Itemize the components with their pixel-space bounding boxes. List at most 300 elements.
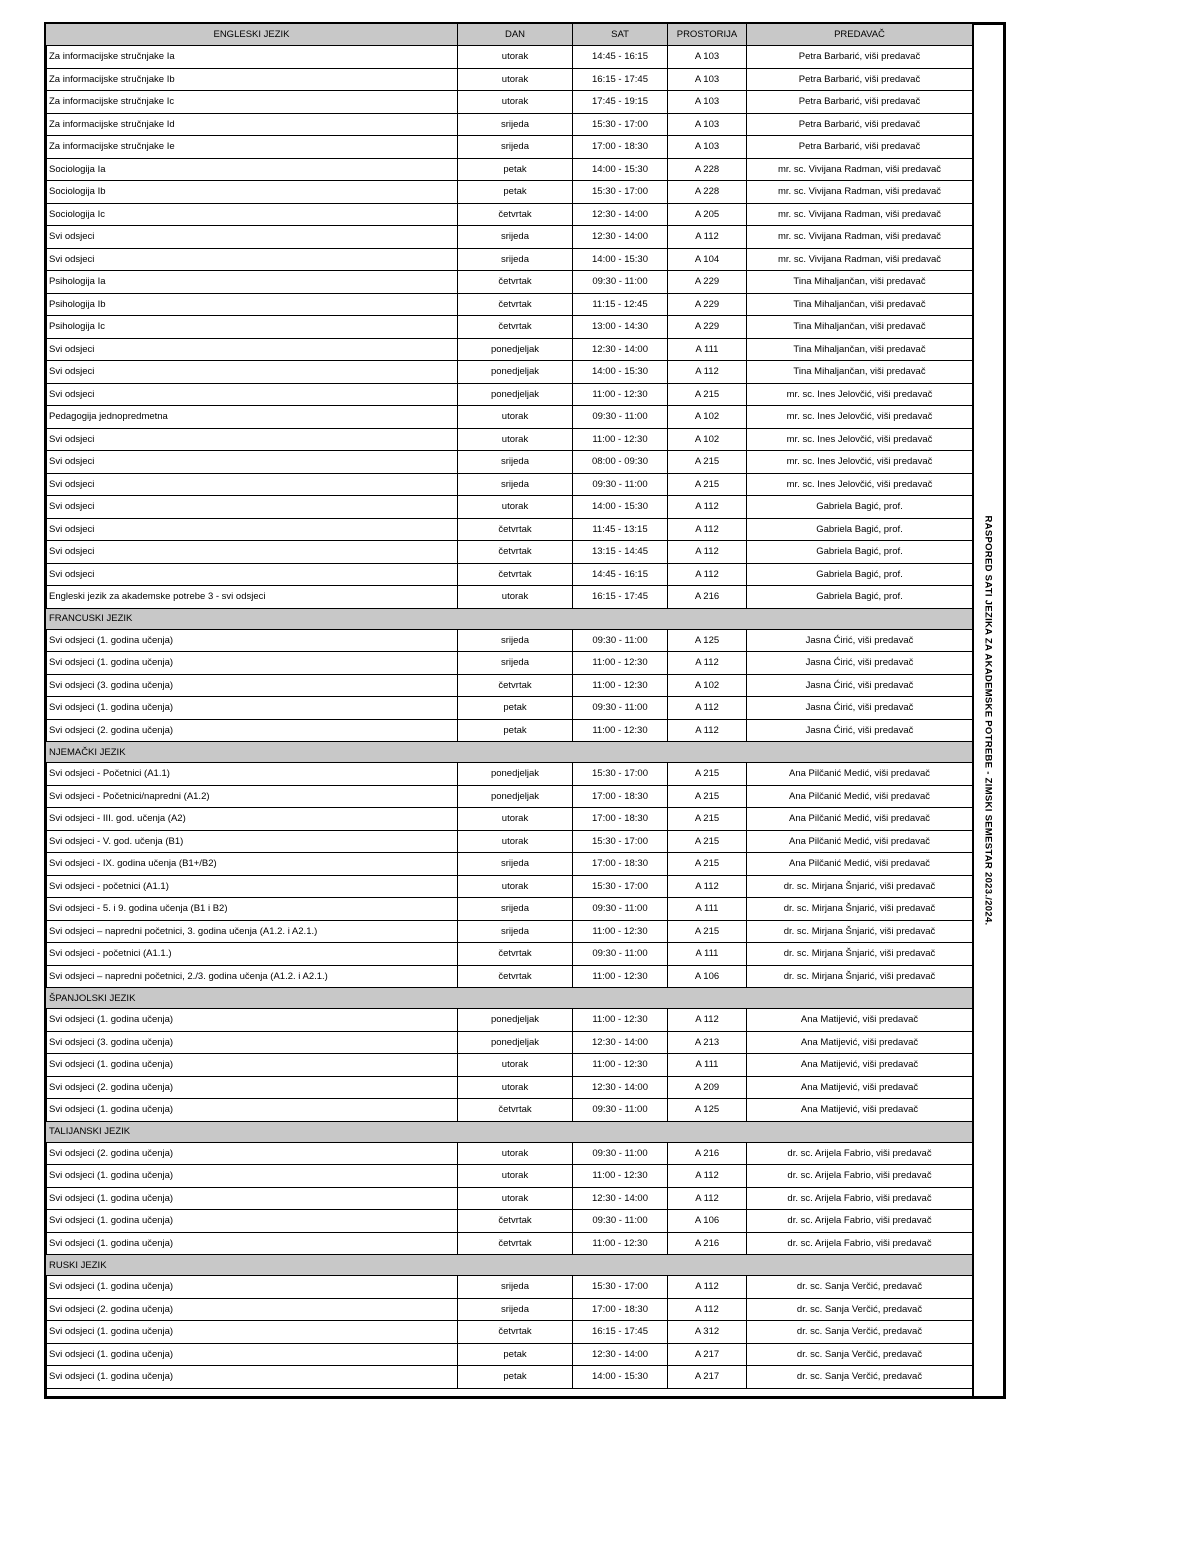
cell-day: srijeda	[458, 853, 573, 876]
cell-teacher: Jasna Ćirić, viši predavač	[747, 674, 973, 697]
cell-teacher: mr. sc. Ines Jelovčić, viši predavač	[747, 406, 973, 429]
cell-teacher: Ana Matijević, viši predavač	[747, 1076, 973, 1099]
cell-time: 11:00 - 12:30	[573, 1165, 668, 1188]
cell-time: 11:00 - 12:30	[573, 674, 668, 697]
cell-time: 11:00 - 12:30	[573, 383, 668, 406]
cell-course: Svi odsjeci	[46, 338, 458, 361]
cell-room: A 112	[668, 1187, 747, 1210]
table-row	[46, 853, 973, 876]
table-row	[46, 1232, 973, 1255]
cell-time: 11:00 - 12:30	[573, 428, 668, 451]
cell-teacher: dr. sc. Sanja Verčić, predavač	[747, 1366, 973, 1389]
cell-teacher: dr. sc. Arijela Fabrio, viši predavač	[747, 1165, 973, 1188]
cell-teacher: dr. sc. Arijela Fabrio, viši predavač	[747, 1232, 973, 1255]
cell-time: 12:30 - 14:00	[573, 1076, 668, 1099]
cell-room: A 215	[668, 383, 747, 406]
cell-day: ponedjeljak	[458, 785, 573, 808]
cell-time: 14:00 - 15:30	[573, 158, 668, 181]
cell-day: utorak	[458, 1054, 573, 1077]
cell-time: 14:00 - 15:30	[573, 248, 668, 271]
cell-room: A 112	[668, 1165, 747, 1188]
table-row	[46, 1076, 973, 1099]
cell-room: A 215	[668, 473, 747, 496]
table-row	[46, 226, 973, 249]
cell-day: srijeda	[458, 473, 573, 496]
cell-time: 09:30 - 11:00	[573, 629, 668, 652]
cell-course: Svi odsjeci (3. godina učenja)	[46, 674, 458, 697]
cell-course: Svi odsjeci (2. godina učenja)	[46, 1142, 458, 1165]
cell-time: 15:30 - 17:00	[573, 875, 668, 898]
table-row	[46, 1298, 973, 1321]
cell-day: srijeda	[458, 898, 573, 921]
cell-course: Sociologija Ic	[46, 203, 458, 226]
cell-teacher: dr. sc. Sanja Verčić, predavač	[747, 1276, 973, 1299]
cell-teacher: Ana Matijević, viši predavač	[747, 1054, 973, 1077]
cell-room: A 112	[668, 541, 747, 564]
cell-time: 13:00 - 14:30	[573, 316, 668, 339]
cell-room: A 112	[668, 1298, 747, 1321]
cell-course: Svi odsjeci (1. godina učenja)	[46, 1210, 458, 1233]
cell-day: srijeda	[458, 248, 573, 271]
cell-time: 17:45 - 19:15	[573, 91, 668, 114]
cell-teacher: Ana Matijević, viši predavač	[747, 1099, 973, 1122]
cell-course: Svi odsjeci	[46, 383, 458, 406]
cell-time: 16:15 - 17:45	[573, 68, 668, 91]
table-row	[46, 383, 973, 406]
table-row	[46, 496, 973, 519]
cell-time: 12:30 - 14:00	[573, 1343, 668, 1366]
cell-course: Svi odsjeci - Početnici (A1.1)	[46, 763, 458, 786]
cell-room: A 103	[668, 113, 747, 136]
table-row	[46, 1165, 973, 1188]
cell-room: A 215	[668, 785, 747, 808]
cell-course: Svi odsjeci	[46, 428, 458, 451]
cell-room: A 229	[668, 316, 747, 339]
cell-teacher: Gabriela Bagić, prof.	[747, 586, 973, 609]
cell-day: utorak	[458, 46, 573, 69]
cell-day: utorak	[458, 428, 573, 451]
cell-course: Svi odsjeci (1. godina učenja)	[46, 1165, 458, 1188]
cell-teacher: Petra Barbarić, viši predavač	[747, 91, 973, 114]
cell-room: A 103	[668, 46, 747, 69]
cell-day: ponedjeljak	[458, 338, 573, 361]
cell-teacher: Ana Pilčanić Medić, viši predavač	[747, 808, 973, 831]
cell-teacher: Gabriela Bagić, prof.	[747, 541, 973, 564]
cell-room: A 112	[668, 652, 747, 675]
cell-room: A 209	[668, 1076, 747, 1099]
cell-time: 13:15 - 14:45	[573, 541, 668, 564]
cell-course: Svi odsjeci - početnici (A1.1)	[46, 875, 458, 898]
cell-day: petak	[458, 697, 573, 720]
cell-day: utorak	[458, 1165, 573, 1188]
cell-time: 09:30 - 11:00	[573, 1099, 668, 1122]
cell-day: utorak	[458, 496, 573, 519]
cell-course: Za informacijske stručnjake Ib	[46, 68, 458, 91]
cell-time: 17:00 - 18:30	[573, 785, 668, 808]
cell-day: četvrtak	[458, 1210, 573, 1233]
cell-room: A 112	[668, 563, 747, 586]
cell-teacher: Tina Mihaljančan, viši predavač	[747, 271, 973, 294]
cell-day: petak	[458, 719, 573, 742]
cell-teacher: dr. sc. Mirjana Šnjarić, viši predavač	[747, 965, 973, 988]
cell-time: 17:00 - 18:30	[573, 1298, 668, 1321]
cell-course: Svi odsjeci	[46, 451, 458, 474]
cell-day: ponedjeljak	[458, 383, 573, 406]
schedule-body	[46, 46, 973, 1389]
cell-room: A 112	[668, 1276, 747, 1299]
cell-time: 09:30 - 11:00	[573, 473, 668, 496]
cell-teacher: dr. sc. Arijela Fabrio, viši predavač	[747, 1187, 973, 1210]
table-row	[46, 338, 973, 361]
table-row	[46, 203, 973, 226]
cell-time: 09:30 - 11:00	[573, 1142, 668, 1165]
cell-time: 12:30 - 14:00	[573, 338, 668, 361]
section-header-row	[46, 1255, 973, 1276]
cell-day: četvrtak	[458, 316, 573, 339]
table-row	[46, 920, 973, 943]
cell-teacher: Gabriela Bagić, prof.	[747, 518, 973, 541]
table-row	[46, 428, 973, 451]
cell-time: 16:15 - 17:45	[573, 586, 668, 609]
cell-day: srijeda	[458, 920, 573, 943]
cell-room: A 112	[668, 1009, 747, 1032]
table-row	[46, 1054, 973, 1077]
table-row	[46, 293, 973, 316]
cell-room: A 111	[668, 943, 747, 966]
cell-time: 14:45 - 16:15	[573, 46, 668, 69]
table-row	[46, 1366, 973, 1389]
cell-teacher: dr. sc. Sanja Verčić, predavač	[747, 1343, 973, 1366]
cell-teacher: Ana Matijević, viši predavač	[747, 1031, 973, 1054]
table-row	[46, 136, 973, 159]
cell-day: petak	[458, 1343, 573, 1366]
cell-course: Svi odsjeci (3. godina učenja)	[46, 1031, 458, 1054]
table-row	[46, 181, 973, 204]
cell-course: Svi odsjeci	[46, 541, 458, 564]
cell-teacher: Ana Matijević, viši predavač	[747, 1009, 973, 1032]
cell-teacher: Petra Barbarić, viši predavač	[747, 136, 973, 159]
cell-day: ponedjeljak	[458, 763, 573, 786]
table-row	[46, 316, 973, 339]
cell-course: Svi odsjeci (1. godina učenja)	[46, 1276, 458, 1299]
table-row	[46, 518, 973, 541]
cell-day: četvrtak	[458, 541, 573, 564]
cell-time: 11:00 - 12:30	[573, 1232, 668, 1255]
cell-day: četvrtak	[458, 1321, 573, 1344]
section-title: TALIJANSKI JEZIK	[46, 1121, 973, 1142]
cell-room: A 228	[668, 158, 747, 181]
cell-course: Svi odsjeci (1. godina učenja)	[46, 1009, 458, 1032]
cell-teacher: dr. sc. Sanja Verčić, predavač	[747, 1321, 973, 1344]
cell-teacher: mr. sc. Ines Jelovčić, viši predavač	[747, 428, 973, 451]
table-row	[46, 674, 973, 697]
schedule-table	[45, 23, 973, 1389]
cell-day: četvrtak	[458, 943, 573, 966]
cell-room: A 103	[668, 91, 747, 114]
cell-room: A 106	[668, 1210, 747, 1233]
cell-room: A 217	[668, 1343, 747, 1366]
cell-day: četvrtak	[458, 1232, 573, 1255]
section-title: RUSKI JEZIK	[46, 1255, 973, 1276]
cell-time: 12:30 - 14:00	[573, 1031, 668, 1054]
cell-day: petak	[458, 181, 573, 204]
cell-teacher: mr. sc. Vivijana Radman, viši predavač	[747, 248, 973, 271]
table-row	[46, 1009, 973, 1032]
cell-time: 14:45 - 16:15	[573, 563, 668, 586]
table-row	[46, 271, 973, 294]
cell-course: Svi odsjeci (1. godina učenja)	[46, 652, 458, 675]
cell-room: A 228	[668, 181, 747, 204]
cell-course: Svi odsjeci	[46, 248, 458, 271]
cell-day: utorak	[458, 586, 573, 609]
cell-room: A 111	[668, 338, 747, 361]
cell-course: Svi odsjeci - Početnici/napredni (A1.2)	[46, 785, 458, 808]
cell-day: ponedjeljak	[458, 1031, 573, 1054]
cell-course: Sociologija Ia	[46, 158, 458, 181]
cell-time: 11:45 - 13:15	[573, 518, 668, 541]
cell-day: srijeda	[458, 652, 573, 675]
cell-day: petak	[458, 158, 573, 181]
table-row	[46, 563, 973, 586]
cell-teacher: Gabriela Bagić, prof.	[747, 563, 973, 586]
cell-day: četvrtak	[458, 518, 573, 541]
cell-course: Svi odsjeci	[46, 563, 458, 586]
table-row	[46, 68, 973, 91]
cell-teacher: dr. sc. Mirjana Šnjarić, viši predavač	[747, 920, 973, 943]
cell-day: četvrtak	[458, 203, 573, 226]
section-header-row	[46, 742, 973, 763]
cell-teacher: dr. sc. Mirjana Šnjarić, viši predavač	[747, 898, 973, 921]
cell-time: 14:00 - 15:30	[573, 361, 668, 384]
cell-course: Svi odsjeci (1. godina učenja)	[46, 1099, 458, 1122]
table-row	[46, 629, 973, 652]
cell-room: A 106	[668, 965, 747, 988]
side-title: RASPORED SATI JEZIKA ZA AKADEMSKE POTREBE - ZIMSKI SEMESTAR 2023./2024.	[982, 515, 994, 926]
cell-teacher: Jasna Ćirić, viši predavač	[747, 697, 973, 720]
cell-time: 14:00 - 15:30	[573, 496, 668, 519]
cell-course: Svi odsjeci - III. god. učenja (A2)	[46, 808, 458, 831]
table-row	[46, 898, 973, 921]
cell-time: 15:30 - 17:00	[573, 830, 668, 853]
cell-course: Svi odsjeci (1. godina učenja)	[46, 1366, 458, 1389]
cell-room: A 104	[668, 248, 747, 271]
cell-course: Svi odsjeci - IX. godina učenja (B1+/B2)	[46, 853, 458, 876]
cell-day: utorak	[458, 68, 573, 91]
table-row	[46, 473, 973, 496]
cell-teacher: Tina Mihaljančan, viši predavač	[747, 338, 973, 361]
cell-teacher: Gabriela Bagić, prof.	[747, 496, 973, 519]
cell-course: Svi odsjeci (2. godina učenja)	[46, 1298, 458, 1321]
cell-course: Svi odsjeci (2. godina učenja)	[46, 1076, 458, 1099]
cell-room: A 103	[668, 68, 747, 91]
cell-day: četvrtak	[458, 965, 573, 988]
cell-time: 17:00 - 18:30	[573, 136, 668, 159]
cell-course: Svi odsjeci (2. godina učenja)	[46, 719, 458, 742]
cell-teacher: mr. sc. Ines Jelovčić, viši predavač	[747, 451, 973, 474]
cell-room: A 102	[668, 406, 747, 429]
table-row	[46, 46, 973, 69]
table-row	[46, 1343, 973, 1366]
cell-course: Za informacijske stručnjake Ie	[46, 136, 458, 159]
table-row	[46, 541, 973, 564]
cell-room: A 312	[668, 1321, 747, 1344]
table-row	[46, 1142, 973, 1165]
cell-teacher: dr. sc. Mirjana Šnjarić, viši predavač	[747, 943, 973, 966]
cell-room: A 102	[668, 428, 747, 451]
cell-time: 15:30 - 17:00	[573, 763, 668, 786]
cell-room: A 216	[668, 586, 747, 609]
cell-day: utorak	[458, 91, 573, 114]
cell-teacher: dr. sc. Sanja Verčić, predavač	[747, 1298, 973, 1321]
cell-day: ponedjeljak	[458, 361, 573, 384]
cell-day: četvrtak	[458, 271, 573, 294]
header-teacher: PREDAVAČ	[747, 24, 973, 46]
cell-room: A 215	[668, 808, 747, 831]
section-title: ŠPANJOLSKI JEZIK	[46, 988, 973, 1009]
table-row	[46, 697, 973, 720]
cell-room: A 216	[668, 1142, 747, 1165]
cell-teacher: dr. sc. Arijela Fabrio, viši predavač	[747, 1142, 973, 1165]
cell-course: Svi odsjeci – napredni početnici, 3. godina učenja (A1.2. i A2.1.)	[46, 920, 458, 943]
cell-teacher: Petra Barbarić, viši predavač	[747, 68, 973, 91]
cell-day: četvrtak	[458, 563, 573, 586]
cell-room: A 111	[668, 898, 747, 921]
cell-room: A 229	[668, 271, 747, 294]
table-row	[46, 91, 973, 114]
cell-teacher: mr. sc. Ines Jelovčić, viši predavač	[747, 383, 973, 406]
cell-time: 15:30 - 17:00	[573, 1276, 668, 1299]
header-room: PROSTORIJA	[668, 24, 747, 46]
cell-time: 09:30 - 11:00	[573, 697, 668, 720]
cell-teacher: dr. sc. Mirjana Šnjarić, viši predavač	[747, 875, 973, 898]
cell-room: A 111	[668, 1054, 747, 1077]
cell-teacher: dr. sc. Arijela Fabrio, viši predavač	[747, 1210, 973, 1233]
cell-course: Psihologija Ib	[46, 293, 458, 316]
cell-room: A 216	[668, 1232, 747, 1255]
cell-time: 14:00 - 15:30	[573, 1366, 668, 1389]
cell-course: Svi odsjeci (1. godina učenja)	[46, 1321, 458, 1344]
cell-course: Svi odsjeci (1. godina učenja)	[46, 697, 458, 720]
cell-teacher: Petra Barbarić, viši predavač	[747, 46, 973, 69]
cell-teacher: mr. sc. Vivijana Radman, viši predavač	[747, 158, 973, 181]
cell-course: Svi odsjeci (1. godina učenja)	[46, 1343, 458, 1366]
cell-room: A 112	[668, 361, 747, 384]
cell-day: srijeda	[458, 629, 573, 652]
cell-time: 11:00 - 12:30	[573, 965, 668, 988]
table-row	[46, 1187, 973, 1210]
cell-teacher: Ana Pilčanić Medić, viši predavač	[747, 785, 973, 808]
cell-teacher: Ana Pilčanić Medić, viši predavač	[747, 763, 973, 786]
cell-day: srijeda	[458, 1276, 573, 1299]
cell-day: utorak	[458, 830, 573, 853]
table-row	[46, 830, 973, 853]
cell-room: A 112	[668, 719, 747, 742]
cell-room: A 102	[668, 674, 747, 697]
cell-teacher: Jasna Ćirić, viši predavač	[747, 719, 973, 742]
cell-course: Svi odsjeci (1. godina učenja)	[46, 1054, 458, 1077]
table-row	[46, 406, 973, 429]
cell-teacher: mr. sc. Vivijana Radman, viši predavač	[747, 226, 973, 249]
cell-course: Pedagogija jednopredmetna	[46, 406, 458, 429]
cell-teacher: Jasna Ćirić, viši predavač	[747, 629, 973, 652]
table-row	[46, 1210, 973, 1233]
table-row	[46, 965, 973, 988]
cell-time: 09:30 - 11:00	[573, 898, 668, 921]
section-title: NJEMAČKI JEZIK	[46, 742, 973, 763]
cell-course: Svi odsjeci	[46, 226, 458, 249]
cell-time: 09:30 - 11:00	[573, 1210, 668, 1233]
cell-course: Svi odsjeci	[46, 473, 458, 496]
cell-teacher: Tina Mihaljančan, viši predavač	[747, 293, 973, 316]
cell-day: utorak	[458, 1142, 573, 1165]
cell-room: A 112	[668, 875, 747, 898]
cell-time: 11:00 - 12:30	[573, 1009, 668, 1032]
cell-room: A 112	[668, 518, 747, 541]
cell-teacher: Tina Mihaljančan, viši predavač	[747, 361, 973, 384]
cell-time: 12:30 - 14:00	[573, 226, 668, 249]
cell-course: Za informacijske stručnjake Ia	[46, 46, 458, 69]
table-row	[46, 943, 973, 966]
cell-time: 16:15 - 17:45	[573, 1321, 668, 1344]
cell-teacher: Tina Mihaljančan, viši predavač	[747, 316, 973, 339]
table-row	[46, 1321, 973, 1344]
cell-room: A 112	[668, 496, 747, 519]
cell-day: srijeda	[458, 451, 573, 474]
cell-teacher: Ana Pilčanić Medić, viši predavač	[747, 853, 973, 876]
header-time: SAT	[573, 24, 668, 46]
section-header-row	[46, 988, 973, 1009]
table-row	[46, 113, 973, 136]
cell-day: četvrtak	[458, 293, 573, 316]
section-header-row	[46, 608, 973, 629]
cell-time: 11:00 - 12:30	[573, 1054, 668, 1077]
table-row	[46, 361, 973, 384]
table-header-row	[46, 24, 973, 46]
cell-day: utorak	[458, 406, 573, 429]
cell-course: Svi odsjeci - V. god. učenja (B1)	[46, 830, 458, 853]
table-row	[46, 451, 973, 474]
cell-time: 08:00 - 09:30	[573, 451, 668, 474]
cell-time: 15:30 - 17:00	[573, 181, 668, 204]
cell-course: Svi odsjeci	[46, 518, 458, 541]
header-course: ENGLESKI JEZIK	[46, 24, 458, 46]
table-row	[46, 1031, 973, 1054]
table-row	[46, 158, 973, 181]
cell-time: 12:30 - 14:00	[573, 1187, 668, 1210]
cell-time: 17:00 - 18:30	[573, 853, 668, 876]
table-row	[46, 1099, 973, 1122]
cell-teacher: mr. sc. Vivijana Radman, viši predavač	[747, 203, 973, 226]
cell-course: Svi odsjeci (1. godina učenja)	[46, 1232, 458, 1255]
cell-time: 11:15 - 12:45	[573, 293, 668, 316]
cell-course: Svi odsjeci	[46, 496, 458, 519]
cell-course: Svi odsjeci – napredni početnici, 2./3. godina učenja (A1.2. i A2.1.)	[46, 965, 458, 988]
cell-course: Psihologija Ic	[46, 316, 458, 339]
header-day: DAN	[458, 24, 573, 46]
section-title: FRANCUSKI JEZIK	[46, 608, 973, 629]
cell-time: 11:00 - 12:30	[573, 652, 668, 675]
cell-course: Svi odsjeci (1. godina učenja)	[46, 629, 458, 652]
cell-day: utorak	[458, 808, 573, 831]
cell-day: petak	[458, 1366, 573, 1389]
cell-course: Sociologija Ib	[46, 181, 458, 204]
cell-teacher: mr. sc. Ines Jelovčić, viši predavač	[747, 473, 973, 496]
cell-room: A 229	[668, 293, 747, 316]
cell-day: ponedjeljak	[458, 1009, 573, 1032]
cell-room: A 215	[668, 763, 747, 786]
cell-course: Svi odsjeci - 5. i 9. godina učenja (B1 i B2)	[46, 898, 458, 921]
table-row	[46, 875, 973, 898]
